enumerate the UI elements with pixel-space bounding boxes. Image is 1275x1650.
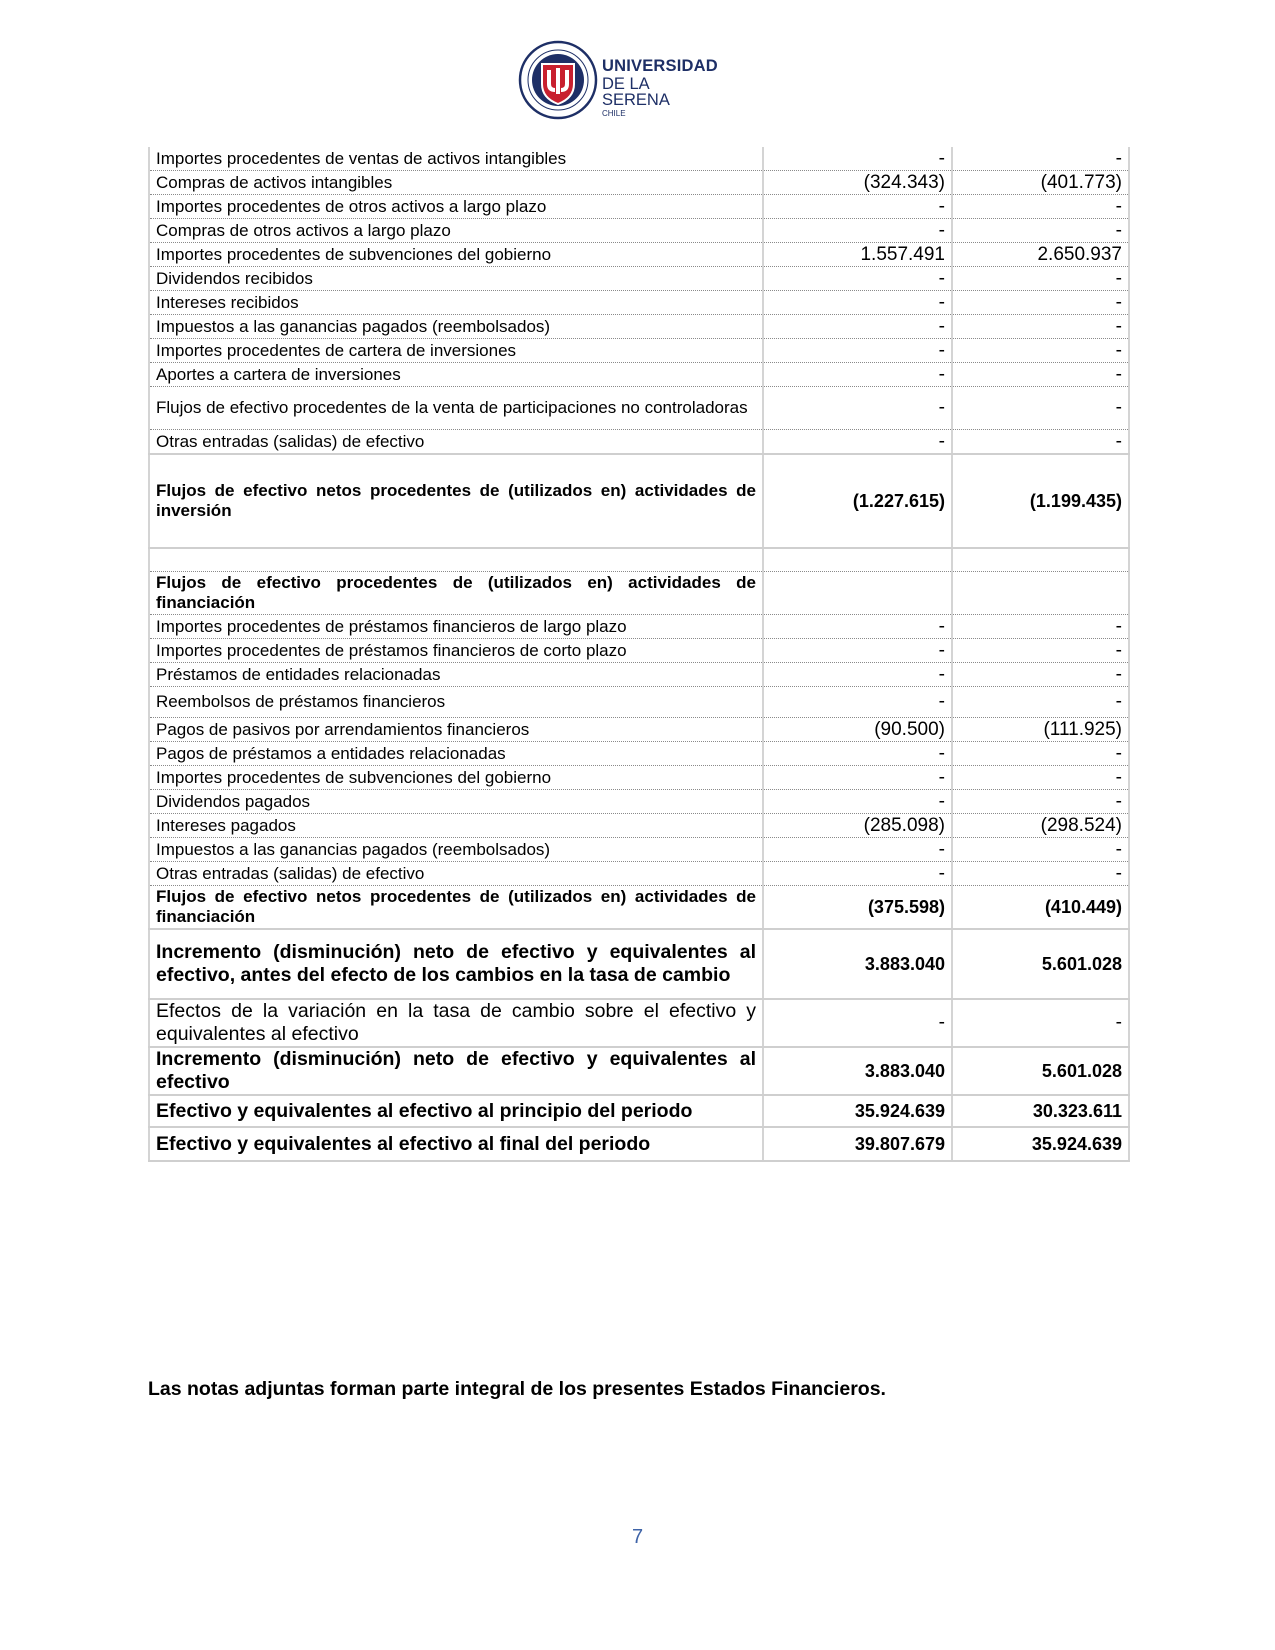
logo-line-1: UNIVERSIDAD bbox=[602, 57, 718, 75]
row-label: Pagos de pasivos por arrendamientos financieros bbox=[149, 718, 763, 742]
row-label: Efectivo y equivalentes al efectivo al final del periodo bbox=[149, 1127, 763, 1161]
value-previous: - bbox=[952, 639, 1129, 663]
row-label: Intereses pagados bbox=[149, 814, 763, 838]
value-current: - bbox=[763, 838, 952, 862]
table-row bbox=[149, 814, 1129, 838]
value-previous: - bbox=[952, 838, 1129, 862]
table-row bbox=[149, 387, 1129, 430]
table-row bbox=[149, 718, 1129, 742]
row-label: Incremento (disminución) neto de efectivo y equivalentes al efectivo, antes del efecto de los cambios en la tasa de cambio bbox=[149, 929, 763, 999]
value-previous: - bbox=[952, 267, 1129, 291]
row-label: Importes procedentes de subvenciones del gobierno bbox=[149, 766, 763, 790]
value-current: (1.227.615) bbox=[763, 454, 952, 548]
table-row bbox=[149, 171, 1129, 195]
section-header-financing bbox=[149, 572, 1129, 615]
value-previous: (298.524) bbox=[952, 814, 1129, 838]
value-previous bbox=[952, 572, 1129, 615]
value-current: - bbox=[763, 639, 952, 663]
row-label: Impuestos a las ganancias pagados (reembolsados) bbox=[149, 315, 763, 339]
row-label: Importes procedentes de ventas de activos intangibles bbox=[149, 147, 763, 171]
table-row bbox=[149, 363, 1129, 387]
table-row bbox=[149, 790, 1129, 814]
row-label: Flujos de efectivo procedentes de (utilizados en) actividades de financiación bbox=[149, 572, 763, 615]
page-number: 7 bbox=[631, 1526, 644, 1548]
value-current: - bbox=[763, 430, 952, 455]
row-label: Reembolsos de préstamos financieros bbox=[149, 687, 763, 718]
value-current: 39.807.679 bbox=[763, 1127, 952, 1161]
table-row bbox=[149, 766, 1129, 790]
row-label: Efectivo y equivalentes al efectivo al principio del periodo bbox=[149, 1095, 763, 1127]
value-current: - bbox=[763, 766, 952, 790]
value-current: - bbox=[763, 615, 952, 639]
cash-flow-table bbox=[148, 147, 1130, 1162]
value-current: 1.557.491 bbox=[763, 243, 952, 267]
subtotal-row-financing bbox=[149, 886, 1129, 930]
table-row bbox=[149, 430, 1129, 455]
value-current: - bbox=[763, 663, 952, 687]
university-seal-icon bbox=[518, 40, 598, 120]
value-previous: - bbox=[952, 862, 1129, 886]
value-current: (375.598) bbox=[763, 886, 952, 930]
table-row bbox=[149, 339, 1129, 363]
value-previous: - bbox=[952, 999, 1129, 1047]
footer-note: Las notas adjuntas forman parte integral de los presentes Estados Financieros. bbox=[148, 1378, 886, 1400]
table-row bbox=[149, 267, 1129, 291]
value-previous: - bbox=[952, 339, 1129, 363]
total-row-net-increase bbox=[149, 1047, 1129, 1095]
value-current bbox=[763, 548, 952, 572]
row-label bbox=[149, 548, 763, 572]
value-current: - bbox=[763, 267, 952, 291]
table-row bbox=[149, 219, 1129, 243]
logo-wordmark bbox=[602, 58, 718, 118]
value-previous: (111.925) bbox=[952, 718, 1129, 742]
value-current bbox=[763, 572, 952, 615]
value-current: - bbox=[763, 195, 952, 219]
value-previous: - bbox=[952, 430, 1129, 455]
table-row bbox=[149, 742, 1129, 766]
table-row bbox=[149, 315, 1129, 339]
row-label: Importes procedentes de subvenciones del gobierno bbox=[149, 243, 763, 267]
table-row bbox=[149, 838, 1129, 862]
value-current: - bbox=[763, 339, 952, 363]
value-previous: (1.199.435) bbox=[952, 454, 1129, 548]
value-previous: 5.601.028 bbox=[952, 1047, 1129, 1095]
row-label: Otras entradas (salidas) de efectivo bbox=[149, 430, 763, 455]
value-current: - bbox=[763, 315, 952, 339]
value-current: (285.098) bbox=[763, 814, 952, 838]
value-current: - bbox=[763, 147, 952, 171]
row-label: Importes procedentes de préstamos financieros de largo plazo bbox=[149, 615, 763, 639]
value-previous: - bbox=[952, 687, 1129, 718]
value-previous: - bbox=[952, 219, 1129, 243]
value-previous: - bbox=[952, 291, 1129, 315]
row-label: Otras entradas (salidas) de efectivo bbox=[149, 862, 763, 886]
row-label: Flujos de efectivo procedentes de la venta de participaciones no controladoras bbox=[149, 387, 763, 430]
table-row bbox=[149, 291, 1129, 315]
university-logo bbox=[518, 40, 718, 120]
row-label: Importes procedentes de préstamos financieros de corto plazo bbox=[149, 639, 763, 663]
value-previous: - bbox=[952, 766, 1129, 790]
value-previous: - bbox=[952, 195, 1129, 219]
total-row-net-increase-before-fx bbox=[149, 929, 1129, 999]
spacer-row bbox=[149, 548, 1129, 572]
value-previous: - bbox=[952, 742, 1129, 766]
row-label: Flujos de efectivo netos procedentes de (utilizados en) actividades de financiación bbox=[149, 886, 763, 930]
value-previous: - bbox=[952, 663, 1129, 687]
row-label: Flujos de efectivo netos procedentes de (utilizados en) actividades de inversión bbox=[149, 454, 763, 548]
value-previous bbox=[952, 548, 1129, 572]
row-label: Préstamos de entidades relacionadas bbox=[149, 663, 763, 687]
value-current: - bbox=[763, 291, 952, 315]
row-label: Importes procedentes de cartera de inversiones bbox=[149, 339, 763, 363]
value-current: 3.883.040 bbox=[763, 1047, 952, 1095]
table-row bbox=[149, 639, 1129, 663]
total-row-closing-cash bbox=[149, 1127, 1129, 1161]
row-label: Pagos de préstamos a entidades relacionadas bbox=[149, 742, 763, 766]
row-label: Compras de otros activos a largo plazo bbox=[149, 219, 763, 243]
logo-line-3: CHILE bbox=[602, 108, 626, 118]
value-current: - bbox=[763, 999, 952, 1047]
value-previous: - bbox=[952, 790, 1129, 814]
value-previous: 5.601.028 bbox=[952, 929, 1129, 999]
value-previous: (401.773) bbox=[952, 171, 1129, 195]
table-row bbox=[149, 663, 1129, 687]
row-label: Compras de activos intangibles bbox=[149, 171, 763, 195]
value-current: - bbox=[763, 742, 952, 766]
value-previous: 2.650.937 bbox=[952, 243, 1129, 267]
value-previous: - bbox=[952, 147, 1129, 171]
value-previous: (410.449) bbox=[952, 886, 1129, 930]
value-current: - bbox=[763, 219, 952, 243]
table-row bbox=[149, 243, 1129, 267]
value-current: - bbox=[763, 862, 952, 886]
row-label: Incremento (disminución) neto de efectivo y equivalentes al efectivo bbox=[149, 1047, 763, 1095]
value-previous: 30.323.611 bbox=[952, 1095, 1129, 1127]
table-row bbox=[149, 195, 1129, 219]
subtotal-row-investing bbox=[149, 454, 1129, 548]
row-label: Efectos de la variación en la tasa de cambio sobre el efectivo y equivalentes al efectivo bbox=[149, 999, 763, 1047]
value-previous: 35.924.639 bbox=[952, 1127, 1129, 1161]
row-label: Aportes a cartera de inversiones bbox=[149, 363, 763, 387]
table-row bbox=[149, 862, 1129, 886]
value-current: - bbox=[763, 687, 952, 718]
value-current: 35.924.639 bbox=[763, 1095, 952, 1127]
table-row bbox=[149, 615, 1129, 639]
total-row-opening-cash bbox=[149, 1095, 1129, 1127]
value-previous: - bbox=[952, 363, 1129, 387]
row-label: Impuestos a las ganancias pagados (reembolsados) bbox=[149, 838, 763, 862]
value-current: - bbox=[763, 363, 952, 387]
value-current: (324.343) bbox=[763, 171, 952, 195]
value-current: - bbox=[763, 790, 952, 814]
logo-line-2: DE LA SERENA bbox=[602, 74, 670, 109]
value-current: - bbox=[763, 387, 952, 430]
value-current: (90.500) bbox=[763, 718, 952, 742]
row-label: Intereses recibidos bbox=[149, 291, 763, 315]
table-row-fx-effect bbox=[149, 999, 1129, 1047]
table-row bbox=[149, 147, 1129, 171]
row-label: Dividendos pagados bbox=[149, 790, 763, 814]
value-current: 3.883.040 bbox=[763, 929, 952, 999]
row-label: Dividendos recibidos bbox=[149, 267, 763, 291]
value-previous: - bbox=[952, 315, 1129, 339]
value-previous: - bbox=[952, 387, 1129, 430]
row-label: Importes procedentes de otros activos a largo plazo bbox=[149, 195, 763, 219]
value-previous: - bbox=[952, 615, 1129, 639]
table-row bbox=[149, 687, 1129, 718]
